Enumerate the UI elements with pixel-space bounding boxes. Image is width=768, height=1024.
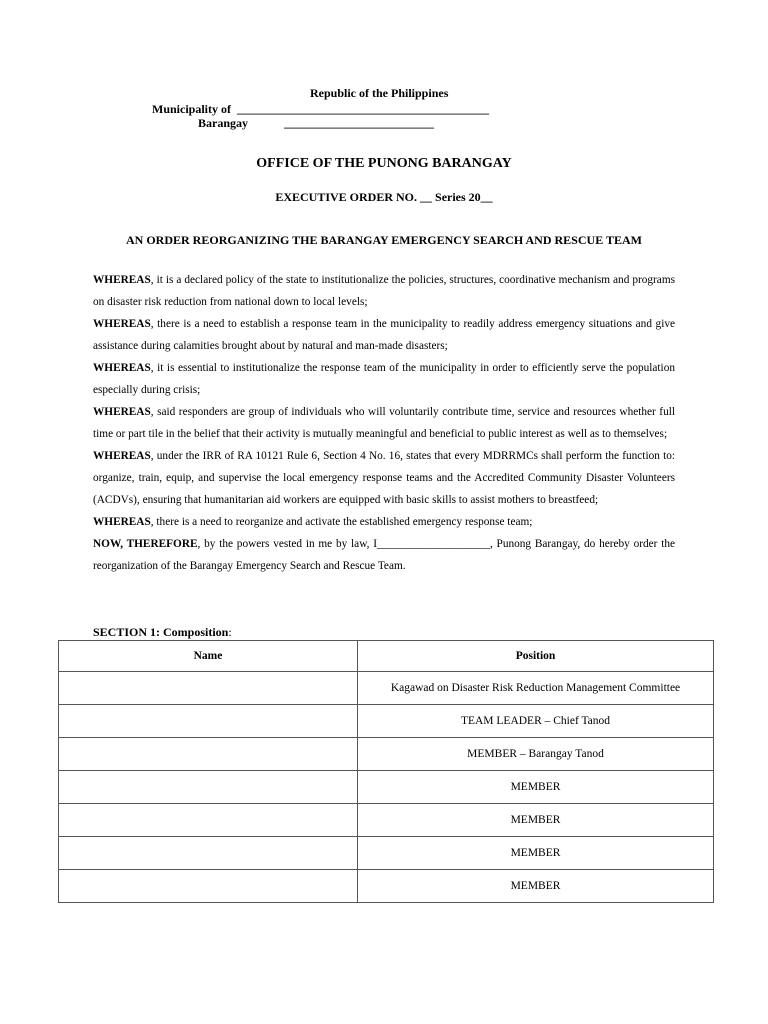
name-cell[interactable] <box>59 672 358 705</box>
table-body <box>59 672 714 903</box>
name-cell[interactable] <box>59 738 358 771</box>
name-cell[interactable] <box>59 705 358 738</box>
clause-paragraph <box>93 445 675 511</box>
table-row <box>59 837 714 870</box>
position-cell: MEMBER <box>358 837 714 870</box>
clause-text: , under the IRR of RA 10121 Rule 6, Section 4 No. 16, states that every MDRRMCs shall perform the function to: organize, train, equip, and supervise the local emergency response teams and the Accredited Community Disaster Volunteers (ACDVs), ensuring that humanitarian aid workers are equipped with basic skills to assist mothers to breastfeed; <box>93 450 675 506</box>
barangay-blank: _________________________ <box>284 116 435 130</box>
clause-lead: WHEREAS <box>93 406 151 418</box>
table-row <box>59 804 714 837</box>
clause-paragraph <box>93 357 675 401</box>
clause-text: , by the powers vested in me by law, I____________________, Punong Barangay, do hereby order the reorganization of the Barangay Emergency Search and Rescue Team. <box>93 538 675 572</box>
clause-lead: WHEREAS <box>93 516 151 528</box>
name-cell[interactable] <box>59 771 358 804</box>
clause-text: , it is a declared policy of the state to institutionalize the policies, structures, coordinative mechanism and programs on disaster risk reduction from national down to local levels; <box>93 274 675 308</box>
barangay-label: Barangay <box>198 116 249 130</box>
office-title: OFFICE OF THE PUNONG BARANGAY <box>256 156 512 171</box>
municipality-line <box>152 102 489 117</box>
clause-text: , said responders are group of individuals who will voluntarily contribute time, service and resources whether full time or part tile in the belief that their activity is mutually meaningful and beneficial to public interest as well as to themselves; <box>93 406 675 440</box>
order-title: AN ORDER REORGANIZING THE BARANGAY EMERGENCY SEARCH AND RESCUE TEAM <box>126 233 642 247</box>
position-cell: MEMBER <box>358 870 714 903</box>
position-cell: TEAM LEADER – Chief Tanod <box>358 705 714 738</box>
clause-text: , there is a need to establish a response team in the municipality to readily address emergency situations and give assistance during calamities brought about by natural and man-made disasters; <box>93 318 675 352</box>
position-cell: MEMBER – Barangay Tanod <box>358 738 714 771</box>
clause-paragraph <box>93 401 675 445</box>
barangay-line <box>198 116 434 131</box>
position-cell: MEMBER <box>358 771 714 804</box>
table-row <box>59 672 714 705</box>
clause-paragraph <box>93 269 675 313</box>
table-row <box>59 870 714 903</box>
name-cell[interactable] <box>59 804 358 837</box>
municipality-blank: __________________________________________ <box>237 102 490 116</box>
table-header-row <box>59 641 714 672</box>
table-header-position: Position <box>358 641 714 672</box>
clause-paragraph <box>93 533 675 577</box>
section-1-label: SECTION 1: Composition <box>93 625 229 639</box>
position-cell: MEMBER <box>358 804 714 837</box>
clause-lead: WHEREAS <box>93 318 151 330</box>
clause-lead: NOW, THEREFORE <box>93 538 198 550</box>
table-header-name: Name <box>59 641 358 672</box>
clause-paragraph <box>93 511 675 533</box>
clause-text: , it is essential to institutionalize the response team of the municipality in order to efficiently serve the population especially during crisis; <box>93 362 675 396</box>
clause-lead: WHEREAS <box>93 362 151 374</box>
republic-heading: Republic of the Philippines <box>310 86 449 100</box>
executive-order-number: EXECUTIVE ORDER NO. __ Series 20__ <box>275 190 493 204</box>
table-row <box>59 705 714 738</box>
clause-text: , there is a need to reorganize and activate the established emergency response team; <box>150 516 533 528</box>
clause-lead: WHEREAS <box>93 450 151 462</box>
composition-table <box>58 640 714 903</box>
name-cell[interactable] <box>59 837 358 870</box>
whereas-clauses <box>93 269 675 577</box>
municipality-label: Municipality of <box>152 102 232 116</box>
table-row <box>59 738 714 771</box>
section-1-heading <box>93 622 675 642</box>
position-cell: Kagawad on Disaster Risk Reduction Management Committee <box>358 672 714 705</box>
table-row <box>59 771 714 804</box>
name-cell[interactable] <box>59 870 358 903</box>
section-1-suffix: : <box>228 625 232 639</box>
clause-lead: WHEREAS <box>93 274 151 286</box>
clause-paragraph <box>93 313 675 357</box>
